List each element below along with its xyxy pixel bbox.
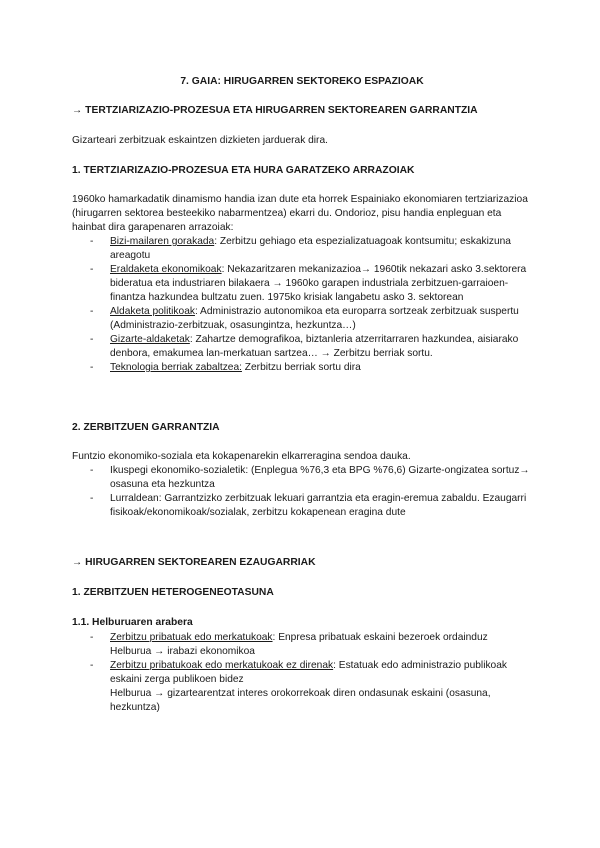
item-term: Zerbitzu pribatukoak edo merkatukoak ez direnak — [110, 660, 334, 671]
item-text: : Estatuak edo administrazio publikoak eskaini zerga publikoen bidez — [110, 660, 507, 685]
heading-3: 1. ZERBITZUEN HETEROGENEOTASUNA — [72, 587, 274, 598]
item-text: : Enpresa pribatuak eskaini bezeroek ordainduz — [272, 632, 488, 643]
paragraph-1960: 1960ko hamarkadatik dinamismo handia izan dute eta horrek Espainiako ekonomiaren tertziarizazioa (hirugarren sektorea besteekiko nabarmentzea) ekarri du. Ondorioz, pisu handia enpleguan eta hainbat dira garapenaren arrazoiak: — [72, 194, 528, 233]
item-term: Zerbitzu pribatuak edo merkatukoak — [110, 632, 273, 643]
item-text: : Zerbitzu gehiago eta espezializatuagoak kontsumitu; eskakizuna areagotu — [110, 236, 511, 261]
list-item — [72, 464, 532, 492]
item-extra: Helburua → irabazi ekonomikoa — [110, 646, 255, 657]
item-text: Ikuspegi ekonomiko-sozialetik: (Enplegua %76,3 eta BPG %76,6) Gizarte-ongizatea sortuz→ osasuna eta hezkuntza — [110, 465, 530, 490]
list-item — [72, 659, 532, 715]
list-item — [72, 263, 532, 305]
item-text: : Administrazio autonomikoa eta europarra sortzeak zerbitzuak suspertu (Administrazio-zerbitzuak, osasungintza, hezkuntza…) — [110, 306, 519, 331]
intro-text: Gizarteari zerbitzuak eskaintzen dizkieten jarduerak dira. — [72, 135, 328, 146]
section-heading-ezaugarriak: → HIRUGARREN SEKTOREAREN EZAUGARRIAK — [72, 557, 316, 568]
item-text: Lurraldean: Garrantzizko zerbitzuak lekuari garrantzia eta eragin-eremua zabaldu. Ezaugarri fisikoak/ekonomikoak/sozialak, zerbitzu kokapenean eragina dute — [110, 493, 527, 518]
service-types-list — [72, 631, 532, 715]
heading-2: 2. ZERBITZUEN GARRANTZIA — [72, 422, 220, 433]
list-item — [72, 492, 532, 520]
item-text: Zerbitzu berriak sortu dira — [241, 362, 361, 373]
heading-1: 1. TERTZIARIZAZIO-PROZESUA ETA HURA GARATZEKO ARRAZOIAK — [72, 165, 415, 176]
item-term: Gizarte-aldaketak — [110, 334, 190, 345]
item-term: Bizi-mailaren gorakada — [110, 236, 215, 247]
item-text: : Nekazaritzaren mekanizazioa→ 1960tik nekazari asko 3.sektorera bideratua eta industriaren bilakaera → 1960ko garapen industriala zerbitzuen-garraioen-finantza hazkundea bultzatu zuen. 1975ko krisiak langabetu asko 3. sektorean — [110, 264, 527, 303]
importance-list — [72, 464, 532, 520]
reasons-list — [72, 235, 532, 375]
list-item — [72, 235, 532, 263]
item-text: : Zahartze demografikoa, biztanleria atzerritarraren hazkundea, aisiarako denbora, emakumea lan-merkatuan sartzea… → Zerbitzu berriak sortu. — [110, 334, 519, 359]
list-item — [72, 305, 532, 333]
list-item — [72, 631, 532, 659]
item-term: Eraldaketa ekonomikoak — [110, 264, 222, 275]
item-term: Aldaketa politikoak — [110, 306, 195, 317]
item-extra: Helburua → gizartearentzat interes orokorrekoak diren ondasunak eskaini (osasuna, hezkuntza) — [110, 688, 491, 713]
page-title: 7. GAIA: HIRUGARREN SEKTOREKO ESPAZIOAK — [180, 76, 424, 87]
list-item — [72, 361, 532, 375]
paragraph-funtzio: Funtzio ekonomiko-soziala eta kokapenarekin elkarreragina sendoa dauka. — [72, 451, 411, 462]
section-heading-tertziarizazio: → TERTZIARIZAZIO-PROZESUA ETA HIRUGARREN SEKTOREAREN GARRANTZIA — [72, 105, 478, 116]
item-term: Teknologia berriak zabaltzea: — [110, 362, 242, 373]
sub-heading-helburua: 1.1. Helburuaren arabera — [72, 617, 193, 628]
list-item — [72, 333, 532, 361]
